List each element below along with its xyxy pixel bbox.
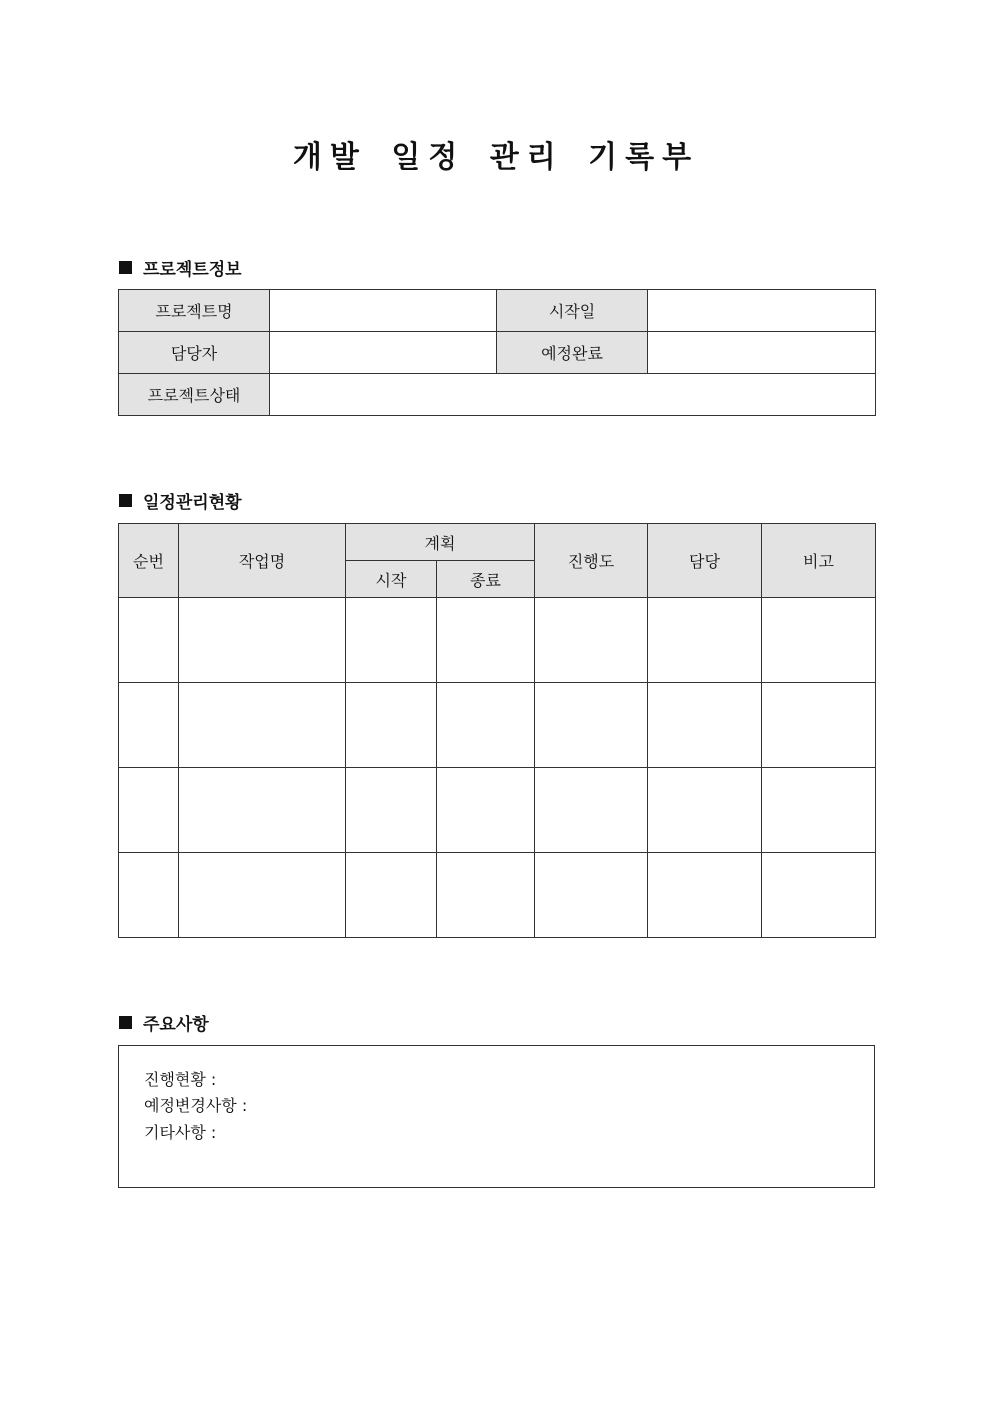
field-manager[interactable] [270, 332, 497, 374]
project-info-table [118, 289, 876, 416]
cell-remarks[interactable] [762, 853, 876, 938]
field-project-name[interactable] [270, 290, 497, 332]
col-header-progress: 진행도 [535, 524, 648, 598]
cell-start[interactable] [346, 683, 437, 768]
square-bullet-icon [119, 261, 132, 274]
label-start-date: 시작일 [497, 290, 648, 332]
cell-no[interactable] [119, 853, 179, 938]
cell-owner[interactable] [648, 768, 762, 853]
field-project-status[interactable] [270, 374, 876, 416]
label-manager: 담당자 [119, 332, 270, 374]
cell-owner[interactable] [648, 853, 762, 938]
col-header-plan-end: 종료 [437, 561, 535, 598]
field-planned-completion[interactable] [648, 332, 876, 374]
label-planned-completion: 예정완료 [497, 332, 648, 374]
cell-progress[interactable] [535, 683, 648, 768]
note-progress-status: 진행현황 : [144, 1070, 217, 1089]
cell-task[interactable] [179, 683, 346, 768]
cell-task[interactable] [179, 598, 346, 683]
square-bullet-icon [119, 494, 132, 507]
cell-start[interactable] [346, 598, 437, 683]
label-project-name: 프로젝트명 [119, 290, 270, 332]
cell-remarks[interactable] [762, 683, 876, 768]
cell-end[interactable] [437, 853, 535, 938]
section-heading-label: 프로젝트정보 [143, 260, 242, 280]
col-header-owner: 담당 [648, 524, 762, 598]
cell-no[interactable] [119, 683, 179, 768]
col-header-remarks: 비고 [762, 524, 876, 598]
cell-progress[interactable] [535, 853, 648, 938]
cell-start[interactable] [346, 853, 437, 938]
square-bullet-icon [119, 1016, 132, 1029]
schedule-table [118, 523, 876, 938]
cell-end[interactable] [437, 768, 535, 853]
page-title: 개발 일정 관리 기록부 [292, 140, 700, 175]
col-header-task: 작업명 [179, 524, 346, 598]
section-heading-project-info [119, 255, 242, 280]
col-header-plan: 계획 [346, 524, 535, 561]
section-heading-notes [119, 1010, 209, 1035]
cell-start[interactable] [346, 768, 437, 853]
cell-end[interactable] [437, 598, 535, 683]
cell-remarks[interactable] [762, 768, 876, 853]
cell-owner[interactable] [648, 598, 762, 683]
table-row [119, 374, 876, 416]
cell-task[interactable] [179, 768, 346, 853]
col-header-plan-start: 시작 [346, 561, 437, 598]
table-header-row [119, 524, 876, 561]
cell-task[interactable] [179, 853, 346, 938]
col-header-no: 순번 [119, 524, 179, 598]
notes-box[interactable] [118, 1045, 875, 1188]
cell-remarks[interactable] [762, 598, 876, 683]
table-row [119, 683, 876, 768]
table-row [119, 853, 876, 938]
table-row [119, 768, 876, 853]
section-heading-label: 주요사항 [143, 1015, 209, 1035]
cell-progress[interactable] [535, 598, 648, 683]
label-project-status: 프로젝트상태 [119, 374, 270, 416]
section-heading-label: 일정관리현황 [143, 493, 242, 513]
cell-progress[interactable] [535, 768, 648, 853]
table-row [119, 332, 876, 374]
table-row [119, 598, 876, 683]
section-heading-schedule [119, 488, 242, 513]
cell-no[interactable] [119, 598, 179, 683]
cell-owner[interactable] [648, 683, 762, 768]
note-other: 기타사항 : [144, 1123, 217, 1142]
cell-no[interactable] [119, 768, 179, 853]
note-schedule-changes: 예정변경사항 : [144, 1096, 248, 1115]
cell-end[interactable] [437, 683, 535, 768]
field-start-date[interactable] [648, 290, 876, 332]
table-row [119, 290, 876, 332]
